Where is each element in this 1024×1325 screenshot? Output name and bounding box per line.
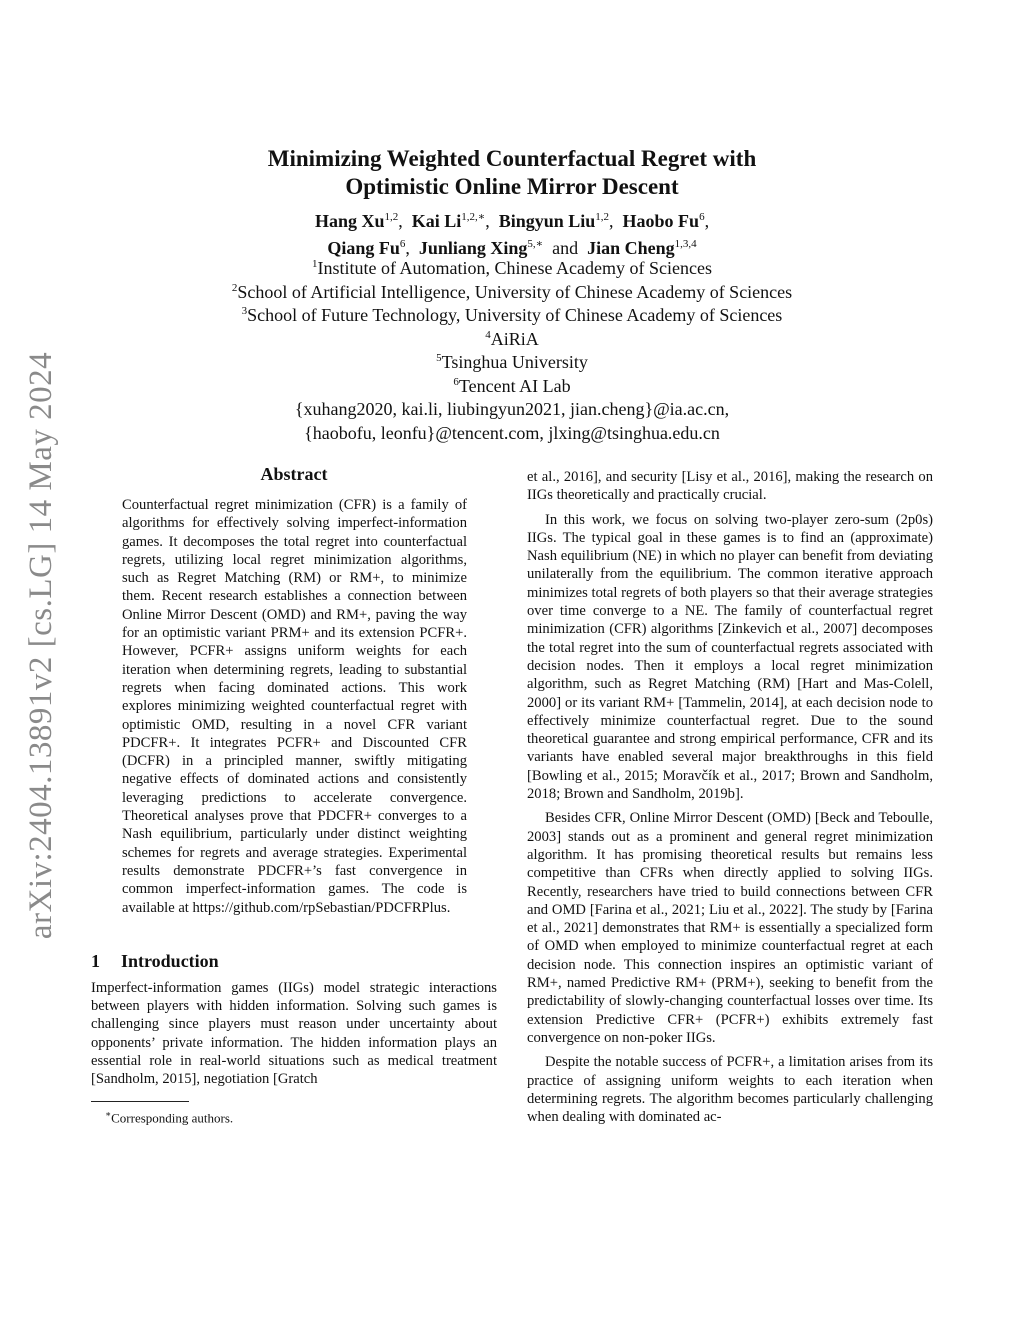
author-affil-mark: 6	[399, 238, 406, 250]
email-line: {xuhang2020, kai.li, liubingyun2021, jian.cheng}@ia.ac.cn,	[294, 399, 730, 419]
affiliation-text: AiRiA	[490, 328, 539, 349]
author-affil-mark: 1,2	[384, 211, 399, 223]
affiliation-text: School of Artificial Intelligence, University of Chinese Academy of Sciences	[237, 281, 793, 302]
affiliation-text: Institute of Automation, Chinese Academy of Sciences	[317, 258, 712, 278]
abstract-heading: Abstract	[260, 464, 328, 484]
title-line-2: Optimistic Online Mirror Descent	[345, 174, 679, 199]
author-affil-mark: 1,2	[595, 211, 610, 223]
section-number: 1	[91, 950, 100, 971]
author-affil-mark: 5,∗	[527, 238, 544, 250]
affiliation-item	[150, 304, 874, 328]
footnote-divider	[91, 1101, 189, 1102]
affiliation-text: Tencent AI Lab	[458, 375, 571, 396]
author-name: Qiang Fu	[327, 238, 400, 258]
affiliation-item	[150, 257, 874, 281]
author-name: Haobo Fu	[622, 211, 700, 231]
author-name: Jian Cheng	[587, 238, 675, 258]
authors-and: and	[552, 238, 579, 258]
affiliation-mark: 2	[231, 281, 238, 294]
intro-paragraph-1: Imperfect-information games (IIGs) model strategic interactions between players with hidden information. Solving such games is challenging since players must reason under uncertainty about opponents’ private information. The hidden information plays an essential role in real-world situations such as medical treatment [Sandholm, 2015], negotiation [Gratch	[91, 979, 497, 1088]
body-paragraph-3: Besides CFR, Online Mirror Descent (OMD) [Beck and Teboulle, 2003] stands out as a prominent and general regret minimization algorithm. It has promising theoretical results but remains less competitive than CFRs when directly applied to solving IIGs. Recently, researchers have tried to build connections between CFR and OMD [Farina et al., 2021; Liu et al., 2022]. The study by [Farina et al., 2021] demonstrates that RM+ is essentially a specialized form of OMD when employed to minimize counterfactual regret at each decision node. This connection inspires an optimistic variant of RM+, named Predictive RM+ (PRM+), seeking to benefit from the predictability of slowly-changing counterfactual losses over time. Its extension Predictive CFR+ (PCFR+) exhibits extremely fast convergence on non-poker IIGs.	[527, 810, 933, 1046]
paper-title	[150, 145, 874, 201]
footnote-text: Corresponding authors.	[111, 1109, 234, 1125]
author-line-2: Qiang Fu$^6$, Junliang Xing$^{5,∗}$ and Jian Cheng$^{1,3,4}$	[327, 238, 697, 258]
abstract-body: Counterfactual regret minimization (CFR) is a family of algorithms for effectively solving imperfect-information games. It decomposes the total regret into counterfactual regrets, utilizing local regret minimization algorithms, such as Regret Matching (RM) or RM+, to minimize them. Recent research establishes a connection between Online Mirror Descent (OMD) and RM+, paving the way for an optimistic variant PRM+ and its extension PCFR+. However, PCFR+ assigns uniform weights for each iteration when determining regrets, leading to substantial regrets when facing dominated actions. This work explores minimizing weighted counterfactual regret with optimistic OMD, resulting in a novel CFR variant PDCFR+. It integrates PCFR+ and Discounted CFR (DCFR) in a principled manner, swiftly mitigating negative effects of dominated actions and consistently leveraging predictions to accelerate convergence. Theoretical analyses prove that PDCFR+ converges to a Nash equilibrium, particularly under distinct weighting schemes for regrets and average strategies. Experimental results demonstrate PDCFR+’s fast convergence in common imperfect-information games. The code is available at https://github.com/rpSebastian/PDCFRPlus.	[122, 497, 467, 916]
affiliation-text: Tsinghua University	[441, 352, 588, 372]
author-name: Bingyun Liu	[498, 211, 596, 231]
affiliation-mark: 5	[436, 352, 442, 364]
affiliation-item	[150, 328, 874, 352]
author-name: Junliang Xing	[418, 238, 528, 258]
affiliation-text: School of Future Technology, University of Chinese Academy of Sciences	[247, 305, 783, 325]
arxiv-identifier-stamp	[12, 345, 72, 945]
affiliation-mark: 6	[453, 375, 459, 388]
title-line-1: Minimizing Weighted Counterfactual Regret with	[267, 146, 757, 171]
body-paragraph-1: et al., 2016], and security [Lisy et al., 2016], making the research on IIGs theoretically and practically crucial.	[527, 469, 933, 504]
footnote-mark: ∗	[105, 1108, 112, 1119]
affiliation-mark: 1	[312, 258, 318, 270]
author-affil-mark: 1,2,∗	[461, 211, 486, 223]
affiliation-item	[150, 375, 874, 399]
author-name: Kai Li	[411, 211, 462, 231]
affiliation-item	[150, 351, 874, 375]
affiliation-mark: 4	[485, 328, 491, 341]
section-title: Introduction	[121, 950, 219, 971]
affiliation-item	[150, 281, 874, 305]
right-column	[527, 468, 933, 1132]
section-heading-introduction	[91, 949, 497, 973]
author-name: Hang Xu	[314, 211, 385, 231]
footnote	[91, 1106, 497, 1126]
author-affil-mark: 1,3,4	[674, 238, 697, 250]
arxiv-identifier-text: arXiv:2404.13891v2 [cs.LG] 14 May 2024	[23, 351, 60, 939]
affiliation-mark: 3	[241, 305, 248, 317]
left-column	[91, 462, 497, 1126]
body-paragraph-2: In this work, we focus on solving two-player zero-sum (2p0s) IIGs. The typical goal in these games is to find an (approximate) Nash equilibrium (NE) in which no player can benefit from deviating unilaterally from the equilibrium. The common iterative approach minimizes total regrets of both players so that their average strategies over time converge to a NE. The family of counterfactual regret minimization (CFR) algorithms [Zinkevich et al., 2007] decomposes the total regret into the sum of counterfactual regrets associated with decision nodes. Then it employs a local regret minimization algorithm, such as Regret Matching (RM) [Hart and Mas-Colell, 2000] or its variant RM+ [Tammelin, 2014], at each decision node to effectively minimize counterfactual regret. Due to the sound theoretical guarantee and strong empirical performance, CFR and its variants have enabled several major breakthroughs in this field [Bowling et al., 2015; Moravčík et al., 2017; Brown and Sandholm, 2018; Brown and Sandholm, 2019b].	[527, 511, 933, 803]
author-list	[150, 208, 874, 262]
author-line-1: Hang Xu$^{1,2}$, Kai $Li^{1,2,∗}$, Bingyun Liu$^{1,2}$, Haobo Fu$^6$,	[314, 211, 710, 231]
affiliation-list	[150, 257, 874, 445]
author-affil-mark: 6	[699, 211, 705, 223]
body-paragraph-4: Despite the notable success of PCFR+, a limitation arises from its practice of assigning uniform weights to each iteration when determining regrets. The algorithm becomes particularly challenging when dealing with dominated ac-	[527, 1054, 933, 1126]
email-line: {haobofu, leonfu}@tencent.com, jlxing@tsinghua.edu.cn	[304, 422, 720, 443]
